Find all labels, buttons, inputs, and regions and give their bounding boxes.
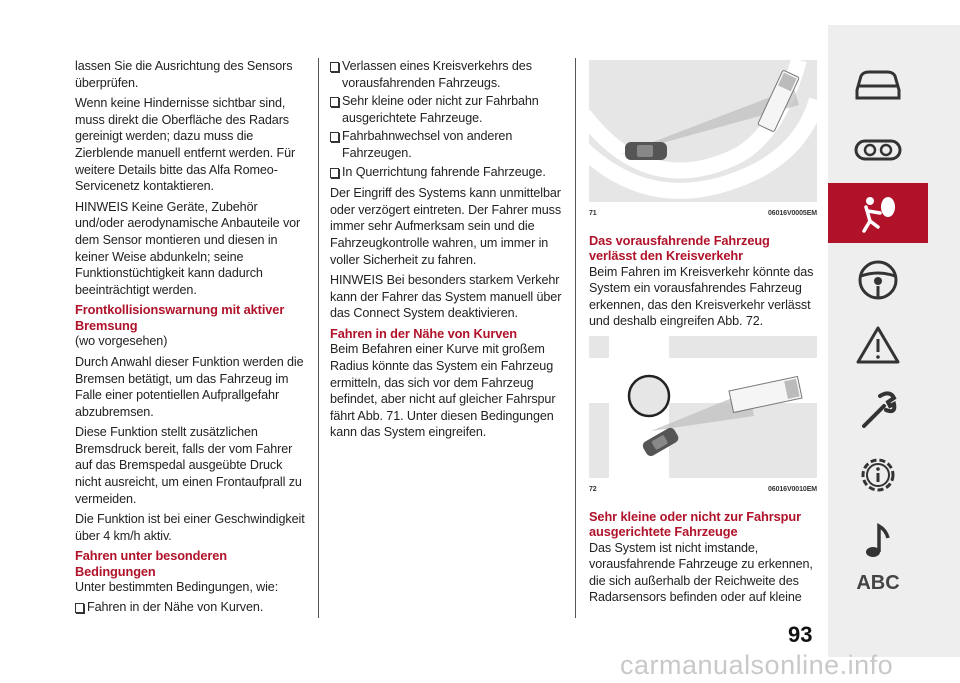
paragraph: Beim Fahren im Kreisverkehr könnte das System ein vorausfahrendes Fahrzeug erkennen, das den Kreisverkehr verlässt und deshalb eingreifen Abb. 72. <box>589 264 814 329</box>
figure-code: 06016V0005EM <box>767 210 817 217</box>
car-icon <box>853 68 903 102</box>
paragraph: Diese Funktion stellt zusätzlichen Bremsdruck bereit, falls der vom Fahrer auf das Bremspedal ausgeübte Druck nicht ausreicht, um einen Frontaufprall zu vermeiden. <box>75 425 302 506</box>
list-item: In Querrichtung fahrende Fahrzeuge. <box>330 164 562 181</box>
figure-number: 72 <box>589 485 597 493</box>
sidebar-item-instruments[interactable] <box>828 120 928 180</box>
section-heading: Fahren unter besonderen Bedingungen <box>75 548 228 579</box>
figure-72-roundabout-illustration <box>589 336 817 478</box>
steering-wheel-icon <box>856 258 900 302</box>
gear-info-icon <box>856 453 900 497</box>
sidebar-item-maintenance[interactable] <box>828 380 928 440</box>
figure-71-curve-illustration <box>589 60 817 202</box>
paragraph: Beim Befahren einer Kurve mit großem Radius könnte das System ein Fahrzeug ermitteln, das sich vor dem Fahrzeug befindet, aber nicht auf gleicher Fahrspur fährt Abb. 71. Unter diesen Bedingungen kann das System eingreifen. <box>330 342 556 440</box>
note-paragraph: HINWEIS Keine Geräte, Zubehör und/oder aerodynamische Anbauteile vor dem Sensor montieren und diesen in keiner Weise abdunkeln; seine Funktionstüchtigkeit kann dadurch beeinträchtigt werden. <box>75 199 301 297</box>
wrench-icon <box>856 388 900 432</box>
paragraph: Die Funktion ist bei einer Geschwindigkeit über 4 km/h aktiv. <box>75 512 305 543</box>
figure-number: 71 <box>589 210 597 217</box>
sidebar-item-vehicle[interactable] <box>828 55 928 115</box>
figure-code: 06016V0010EM <box>767 485 817 493</box>
sidebar-item-index[interactable] <box>828 553 928 613</box>
paragraph: Wenn keine Hindernisse sichtbar sind, muss direkt die Oberfläche des Radars gereinigt werden; dazu muss die Zierblende manuell entfernt werden. Für weitere Details bitte das Alfa Romeo-Servicenetz kontaktieren. <box>75 96 296 194</box>
watermark: carmanualsonline.info <box>620 650 894 680</box>
warning-triangle-icon <box>856 325 900 365</box>
section-heading: Frontkollisionswarnung mit aktiver Bremsung <box>75 302 285 333</box>
section-heading: Fahren in der Nähe von Kurven <box>330 325 517 341</box>
paragraph: (wo vorgesehen) <box>75 334 168 349</box>
paragraph: Der Eingriff des Systems kann unmittelbar oder verzögert eintreten. Der Fahrer muss immer sehr Aufmerksam sein und die Fahrzeugkontrolle wahren, um immer in voller Sicherheit zu fahren. <box>330 186 562 267</box>
section-heading: Sehr kleine oder nicht zur Fahrspur ausgerichtete Fahrzeuge <box>589 508 801 540</box>
chapter-sidebar <box>828 25 960 657</box>
sidebar-item-emergency[interactable] <box>828 315 928 375</box>
sidebar-item-safety[interactable] <box>828 183 928 243</box>
sidebar-item-driving[interactable] <box>828 250 928 310</box>
page-number: 93 <box>788 622 813 647</box>
column-divider <box>318 58 319 618</box>
dashboard-icon <box>853 135 903 165</box>
abc-index-icon: ABC <box>856 571 900 594</box>
paragraph: Unter bestimmten Bedingungen, wie: <box>75 580 279 595</box>
airbag-person-icon <box>856 193 900 233</box>
text-column-2 <box>330 58 562 445</box>
list-item: Verlassen eines Kreisverkehrs des vorausfahrenden Fahrzeugs. <box>330 58 562 91</box>
column-divider <box>575 58 576 618</box>
list-item: Fahrbahnwechsel von anderen Fahrzeugen. <box>330 128 562 161</box>
curve-road-illustration <box>589 60 817 202</box>
list-item: Sehr kleine oder nicht zur Fahrbahn ausgerichtete Fahrzeuge. <box>330 93 562 126</box>
text-column-3 <box>589 60 817 610</box>
section-heading: Das vorausfahrende Fahrzeug verlässt den Kreisverkehr <box>589 232 770 264</box>
note-paragraph: HINWEIS Bei besonders starkem Verkehr kann der Fahrer das System manuell über das Connect System deaktivieren. <box>330 273 562 321</box>
figure-caption <box>589 482 817 499</box>
figure-caption <box>589 206 817 223</box>
text-column-1 <box>75 58 307 618</box>
list-item: Fahren in der Nähe von Kurven. <box>75 599 307 616</box>
paragraph: Das System ist nicht imstande, vorausfahrende Fahrzeuge zu erkennen, die sich außerhalb der Reichweite des Radarsensors befinden oder auf kleine <box>589 540 813 605</box>
paragraph: Durch Anwahl dieser Funktion werden die Bremsen betätigt, um das Fahrzeug im Falle einer potentiellen Aufprallgefahr abzubremsen. <box>75 354 304 419</box>
roundabout-illustration <box>589 336 817 478</box>
paragraph: lassen Sie die Ausrichtung des Sensors überprüfen. <box>75 59 293 90</box>
sidebar-item-technical-data[interactable] <box>828 445 928 505</box>
